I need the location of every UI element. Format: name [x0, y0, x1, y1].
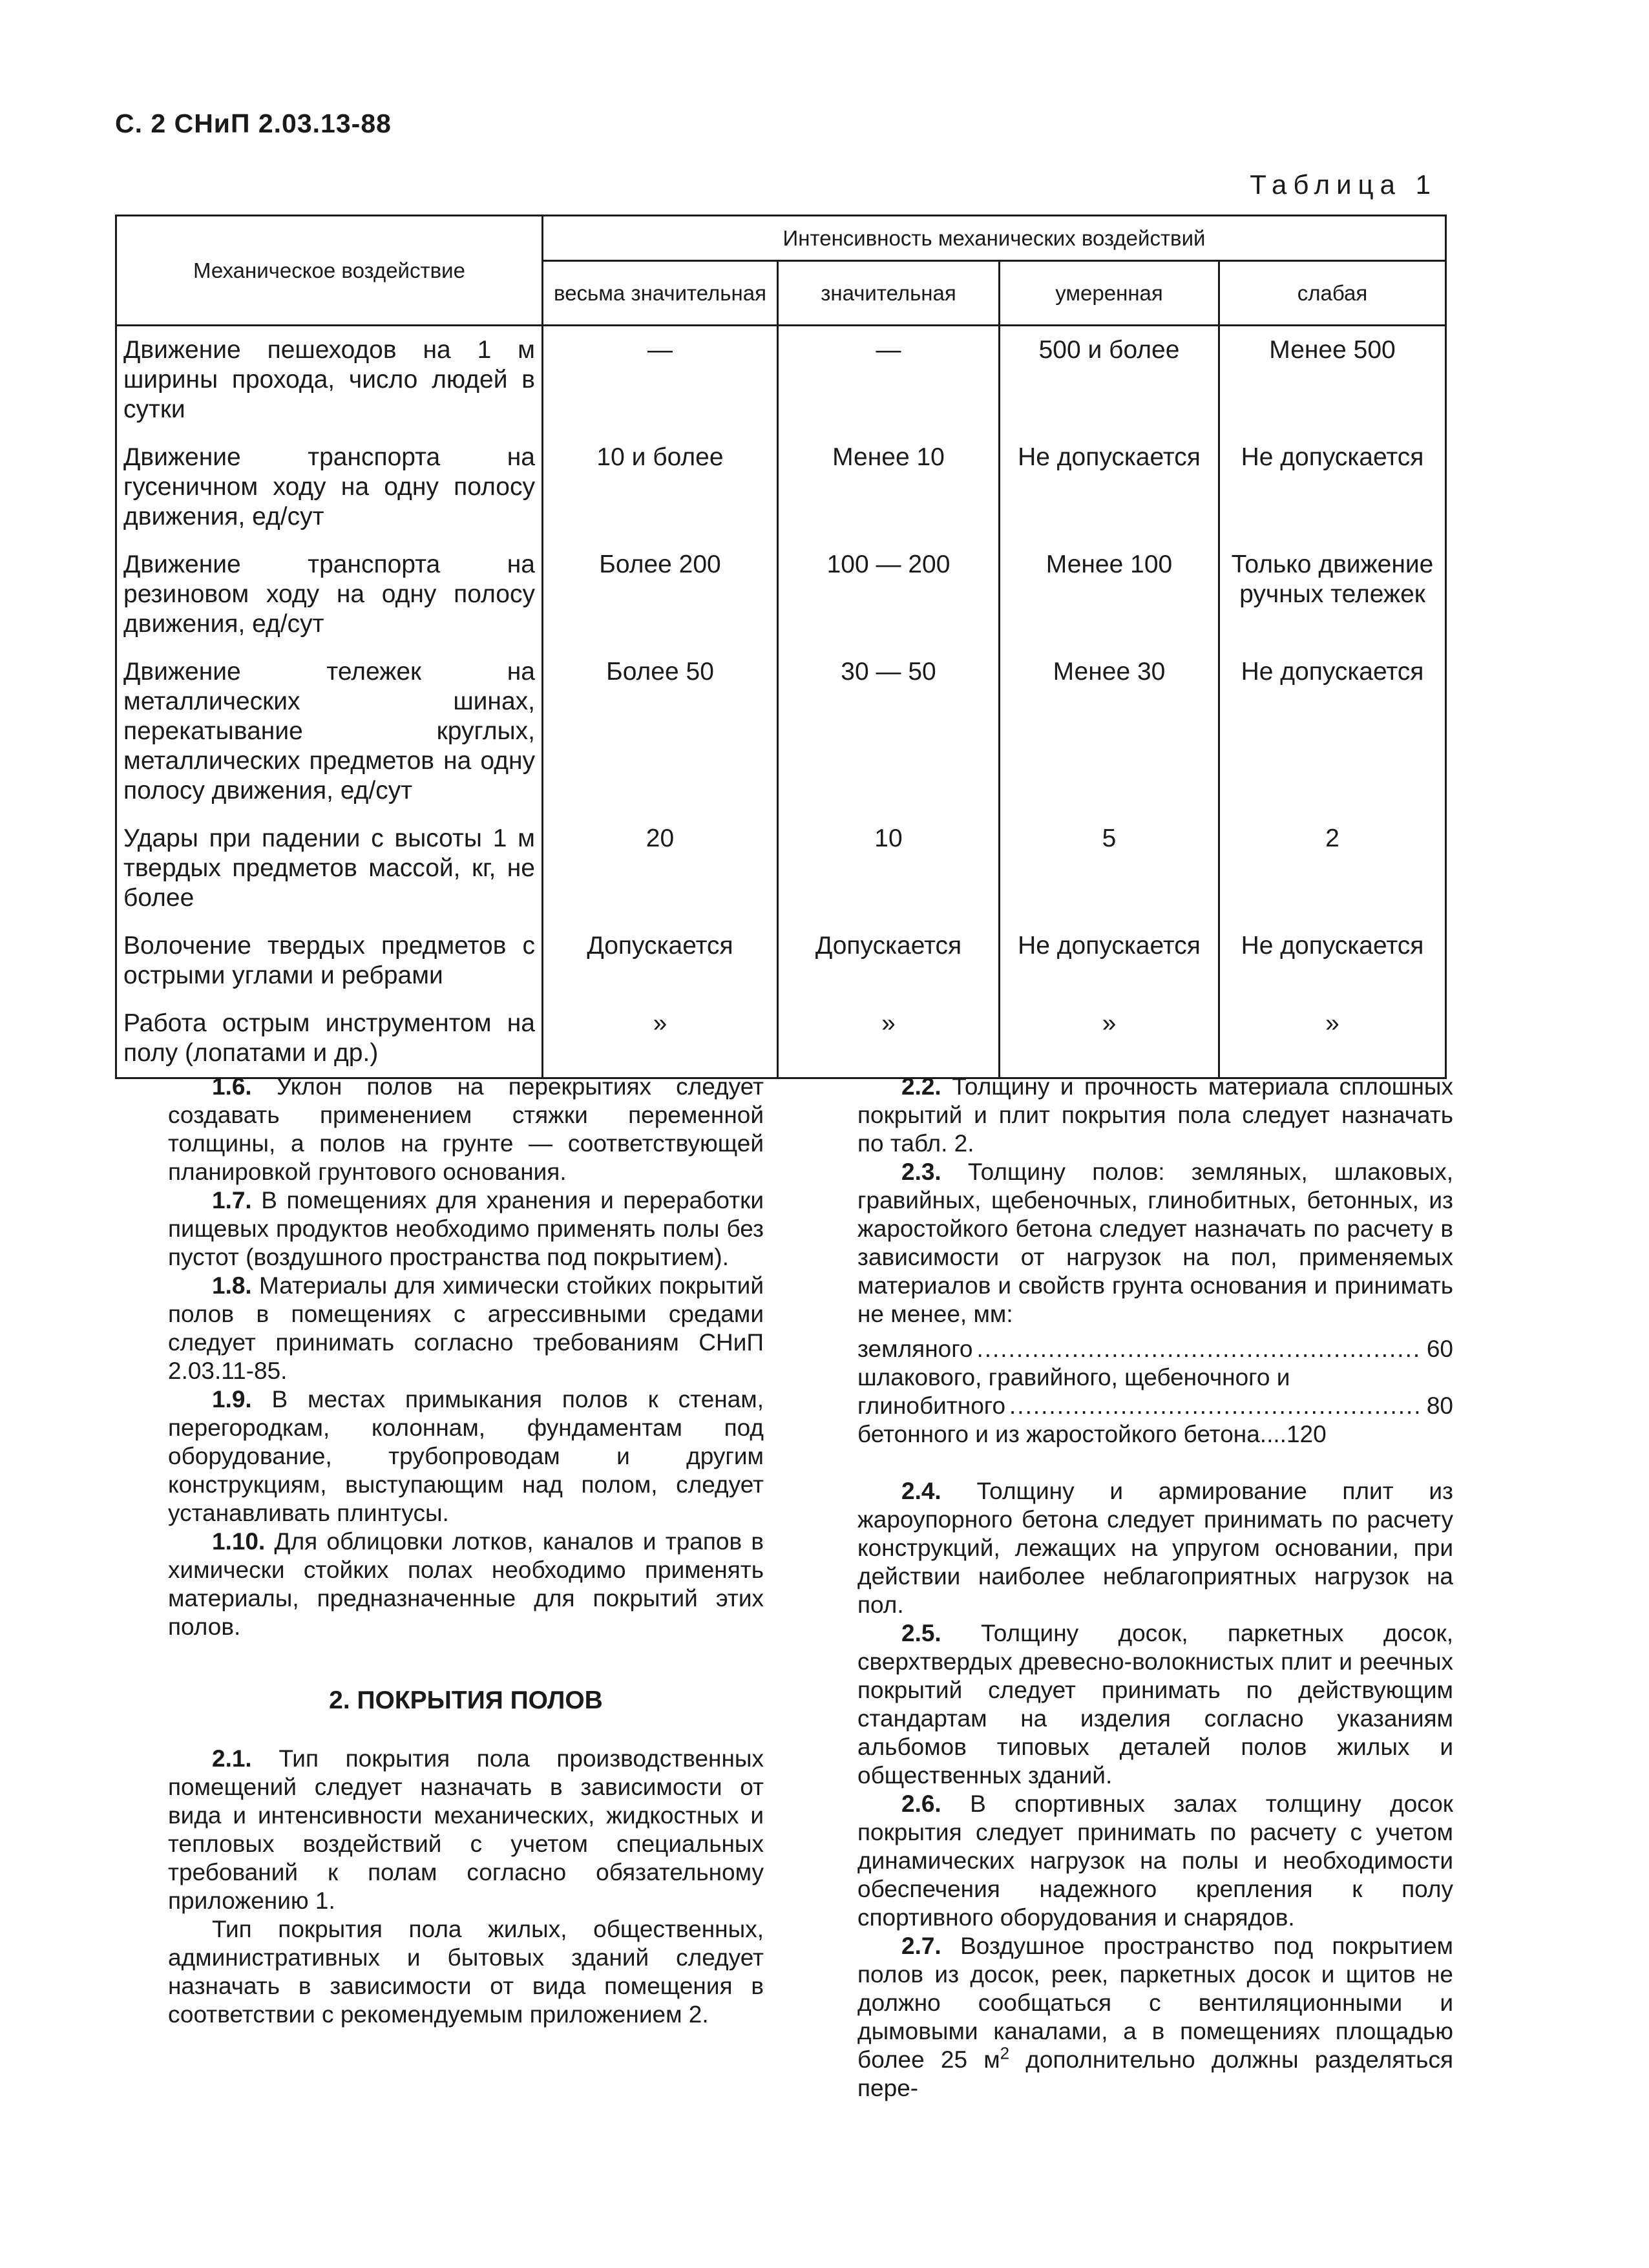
row-value: Менее 500: [1219, 326, 1446, 434]
page-header: С. 2 СНиП 2.03.13-88: [115, 109, 392, 138]
clause-text: Для облицовки лотков, каналов и трапов в химически стойких полах необходимо применять материалы, предназначенные для покрытий этих полов.: [168, 1528, 764, 1640]
clause-text: Толщину и армирование плит из жароупорного бетона следует принимать по расчету конструкций, лежащих на упругом основании, при действии наиболее неблагоприятных нагрузок на пол.: [857, 1478, 1453, 1618]
row-value: »: [778, 1000, 1000, 1078]
row-value: Не допускается: [1219, 648, 1446, 815]
table-label: Таблица 1: [1250, 169, 1437, 200]
row-value: »: [1000, 1000, 1219, 1078]
row-value: Не допускается: [1000, 922, 1219, 1000]
thickness-row: [857, 1392, 1453, 1420]
row-value: Не допускается: [1219, 922, 1446, 1000]
thickness-row: [857, 1335, 1453, 1363]
leader-dots: [1009, 1392, 1423, 1420]
table-row: [116, 326, 1446, 434]
clause-number: 1.7.: [212, 1187, 252, 1213]
clause-1-6: [168, 1073, 764, 1186]
clause-number: 2.1.: [212, 1745, 252, 1772]
thickness-list: [857, 1335, 1453, 1449]
clause-text: В спортивных залах толщину досок покрытия следует принимать по расчету с учетом динамических нагрузок на полы и необходимости обеспечения надежного крепления к полу спортивного оборудования и снарядов.: [857, 1790, 1453, 1931]
row-value: —: [543, 326, 778, 434]
table-row: [116, 922, 1446, 1000]
clause-text: Воздушное пространство под покрытием полов из досок, реек, паркетных досок и щитов не должно сообщаться с вентиляционными и дымовыми каналами, а в помещениях площадью более 25 м: [857, 1933, 1453, 2073]
intensity-table: [115, 215, 1447, 1079]
clause-2-4: [857, 1477, 1453, 1619]
row-effect: Удары при падении с высоты 1 м твердых предметов массой, кг, не более: [116, 815, 543, 922]
clause-number: 2.4.: [901, 1478, 941, 1504]
clause-1-10: [168, 1528, 764, 1641]
table-row: [116, 1000, 1446, 1078]
row-effect: Движение транспорта на резиновом ходу на одну полосу движения, ед/сут: [116, 541, 543, 648]
clause-number: 1.10.: [212, 1528, 266, 1555]
table-row: [116, 434, 1446, 541]
table-row: [116, 815, 1446, 922]
clause-text: Материалы для химически стойких покрытий полов в помещениях с агрессивными средами следует принимать согласно требованиям СНиП 2.03.11-85.: [168, 1272, 764, 1384]
subheader-significant: значительная: [778, 261, 1000, 326]
clause-number: 1.9.: [212, 1386, 252, 1412]
thickness-label: бетонного и из жаростойкого бетона....: [857, 1421, 1287, 1447]
row-value: Менее 10: [778, 434, 1000, 541]
clause-text: Уклон полов на перекрытиях следует создавать применением стяжки переменной толщины, а полов на грунте — соответствующей планировкой грунтового основания.: [168, 1073, 764, 1185]
thickness-label: шлакового, гравийного, щебеночного и: [857, 1364, 1290, 1391]
thickness-row: [857, 1420, 1453, 1449]
row-effect: Движение транспорта на гусеничном ходу на одну полосу движения, ед/сут: [116, 434, 543, 541]
clause-text: Толщину полов: земляных, шлаковых, гравийных, щебеночных, глинобитных, бетонных, из жаростойкого бетона следует назначать по расчету в зависимости от нагрузок на пол, применяемых материалов и свойств грунта основания и принимать не менее, мм:: [857, 1159, 1453, 1327]
subheader-very-significant: весьма значительная: [543, 261, 778, 326]
row-value: Более 200: [543, 541, 778, 648]
right-column: [857, 1073, 1453, 2103]
row-value: 10 и более: [543, 434, 778, 541]
row-value: Менее 100: [1000, 541, 1219, 648]
clause-2-1: [168, 1745, 764, 1915]
header-intensity: Интенсивность механических воздействий: [543, 216, 1446, 261]
clause-number: 1.8.: [212, 1272, 252, 1299]
thickness-value: 80: [1426, 1392, 1453, 1419]
clause-text: В местах примыкания полов к стенам, перегородкам, колоннам, фундаментам под оборудование, трубопроводам и другим конструкциям, выступающим над полом, следует устанавливать плинтусы.: [168, 1386, 764, 1526]
row-value: 2: [1219, 815, 1446, 922]
clause-2-2: [857, 1073, 1453, 1158]
row-value: —: [778, 326, 1000, 434]
clause-number: 2.3.: [901, 1159, 941, 1185]
row-value: 20: [543, 815, 778, 922]
clause-number: 2.2.: [901, 1073, 941, 1100]
row-value: 100 — 200: [778, 541, 1000, 648]
section-title: 2. ПОКРЫТИЯ ПОЛОВ: [329, 1686, 603, 1714]
clause-1-8: [168, 1272, 764, 1385]
row-value: Допускается: [778, 922, 1000, 1000]
clause-number: 2.5.: [901, 1620, 941, 1646]
table-row: [116, 648, 1446, 815]
superscript: 2: [1000, 2043, 1010, 2063]
row-value: 10: [778, 815, 1000, 922]
leader-dots: [976, 1335, 1422, 1363]
left-column: [168, 1073, 764, 2029]
clause-text-tail: дополнительно должны разделяться пере-: [857, 2046, 1453, 2101]
row-value: Только движение ручных тележек: [1219, 541, 1446, 648]
row-effect: Волочение твердых предметов с острыми углами и ребрами: [116, 922, 543, 1000]
row-value: 30 — 50: [778, 648, 1000, 815]
row-effect: Движение тележек на металлических шинах, перекатывание круглых, металлических предметов на одну полосу движения, ед/сут: [116, 648, 543, 815]
header-effect: Механическое воздействие: [116, 216, 543, 326]
subheader-moderate: умеренная: [1000, 261, 1219, 326]
table-row: [116, 541, 1446, 648]
clause-1-9: [168, 1385, 764, 1528]
clause-2-3: [857, 1158, 1453, 1328]
row-value: »: [543, 1000, 778, 1078]
row-value: Менее 30: [1000, 648, 1219, 815]
clause-text: Толщину досок, паркетных досок, сверхтвердых древесно-волокнистых плит и реечных покрытий следует принимать по действующим стандартам на изделия согласно указаниям альбомов типовых деталей полов жилых и общественных зданий.: [857, 1620, 1453, 1789]
thickness-row: [857, 1363, 1453, 1392]
clause-2-5: [857, 1619, 1453, 1790]
row-value: Не допускается: [1000, 434, 1219, 541]
clause-2-7: [857, 1932, 1453, 2103]
clause-text: Толщину и прочность материала сплошных покрытий и плит покрытия пола следует назначать по табл. 2.: [857, 1073, 1453, 1157]
row-value: 500 и более: [1000, 326, 1219, 434]
thickness-value: 120: [1286, 1421, 1327, 1447]
clause-1-7: [168, 1186, 764, 1272]
row-value: »: [1219, 1000, 1446, 1078]
clause-number: 2.7.: [901, 1933, 941, 1959]
row-effect: Движение пешеходов на 1 м ширины прохода, число людей в сутки: [116, 326, 543, 434]
clause-2-1-continued: Тип покрытия пола жилых, общественных, административных и бытовых зданий следует назначать в зависимости от вида помещения в соответствии с рекомендуемым приложением 2.: [168, 1916, 764, 2028]
row-value: 5: [1000, 815, 1219, 922]
row-value: Допускается: [543, 922, 778, 1000]
row-effect: Работа острым инструментом на полу (лопатами и др.): [116, 1000, 543, 1078]
clause-text: В помещениях для хранения и переработки пищевых продуктов необходимо применять полы без пустот (воздушного пространства под покрытием).: [168, 1187, 764, 1270]
thickness-label: глинобитного: [857, 1392, 1006, 1419]
clause-2-6: [857, 1790, 1453, 1932]
row-value: Более 50: [543, 648, 778, 815]
row-value: Не допускается: [1219, 434, 1446, 541]
thickness-value: 60: [1426, 1336, 1453, 1362]
thickness-label: земляного: [857, 1336, 973, 1362]
clause-text: Тип покрытия пола производственных помещений следует назначать в зависимости от вида и интенсивности механических, жидкостных и тепловых воздействий с учетом специальных требований к полам согласно обязательному приложению 1.: [168, 1745, 764, 1914]
subheader-weak: слабая: [1219, 261, 1446, 326]
clause-number: 2.6.: [901, 1790, 941, 1817]
clause-number: 1.6.: [212, 1073, 252, 1100]
